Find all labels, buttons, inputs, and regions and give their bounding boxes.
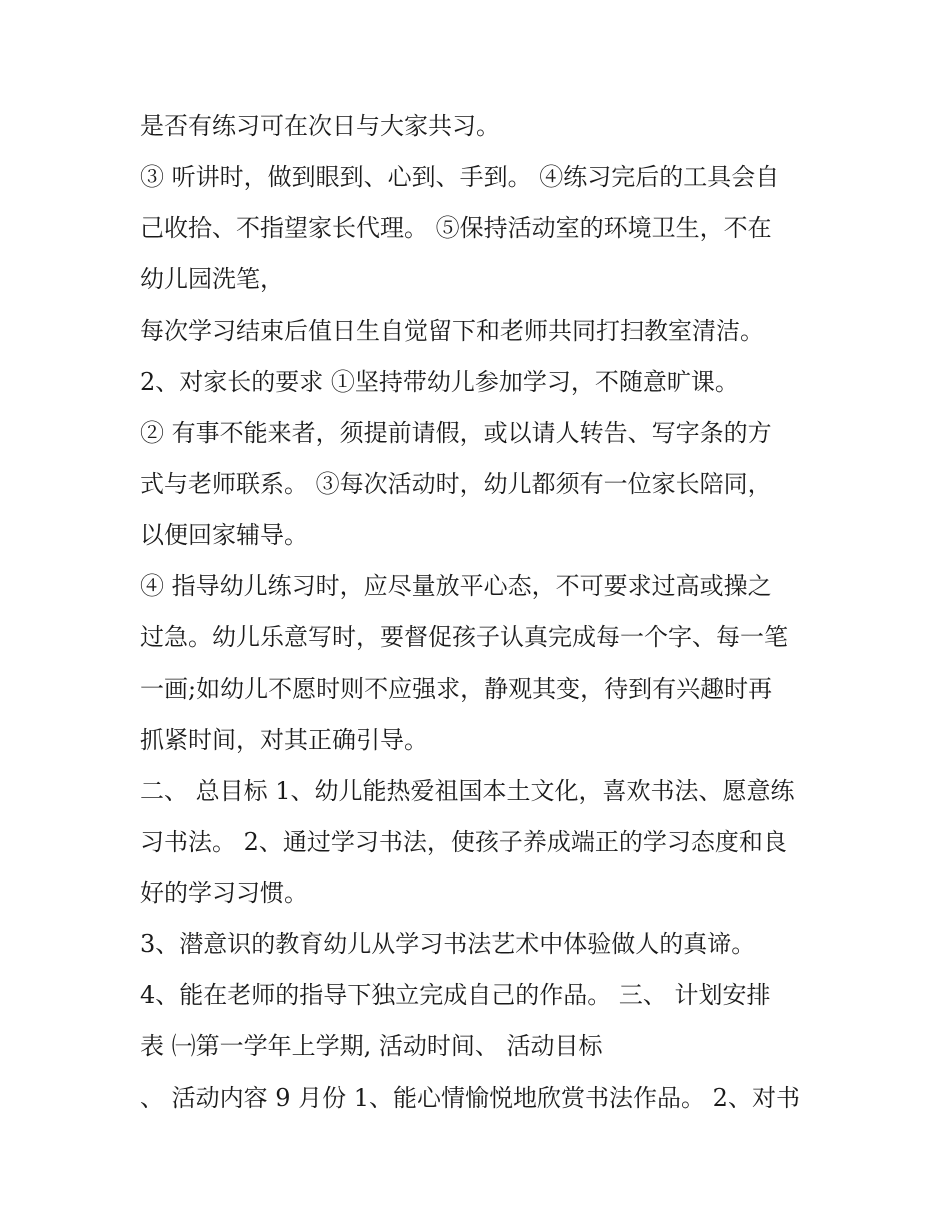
text-line-4: 幼儿园洗笔， (140, 265, 284, 293)
text-line-12: 一画;如幼儿不愿时则不应强求，静观其变，待到有兴趣时再 (140, 675, 773, 703)
text-line-14: 二、 总目标 1、幼儿能热爱祖国本土文化，喜欢书法、愿意练 (140, 777, 795, 805)
text-line-15: 习书法。 2、通过学习书法，使孩子养成端正的学习态度和良 (140, 828, 787, 856)
text-line-9: 以便回家辅导。 (140, 521, 308, 549)
text-line-11: 过急。幼儿乐意写时，要督促孩子认真完成每一个字、每一笔 (140, 623, 788, 651)
text-line-7: ② 有事不能来者，须提前请假，或以请人转告、写字条的方 (140, 419, 772, 447)
text-line-13: 抓紧时间，对其正确引导。 (140, 726, 428, 754)
text-line-18: 4、能在老师的指导下独立完成自己的作品。 三、 计划安排 (140, 981, 771, 1009)
text-line-3: 己收拾、不指望家长代理。 ⑤保持活动室的环境卫生，不在 (140, 214, 772, 242)
text-line-17: 3、潜意识的教育幼儿从学习书法艺术中体验做人的真谛。 (140, 930, 756, 958)
text-line-8: 式与老师联系。 ③每次活动时，幼儿都须有一位家长陪同， (140, 470, 772, 498)
text-line-20: 、 活动内容 9 月份 1、能心情愉悦地欣赏书法作品。 2、对书 (140, 1084, 800, 1112)
text-line-16: 好的学习习惯。 (140, 879, 308, 907)
text-line-6: 2、对家长的要求 ①坚持带幼儿参加学习，不随意旷课。 (140, 368, 739, 396)
text-line-1: 是否有练习可在次日与大家共习。 (140, 112, 500, 140)
text-line-2: ③ 听讲时，做到眼到、心到、手到。 ④练习完后的工具会自 (140, 163, 780, 191)
text-line-10: ④ 指导幼儿练习时，应尽量放平心态，不可要求过高或操之 (140, 572, 772, 600)
text-line-19: 表 ㈠第一学年上学期, 活动时间、 活动目标 (140, 1032, 603, 1060)
text-line-5: 每次学习结束后值日生自觉留下和老师共同打扫教室清洁。 (140, 317, 764, 345)
